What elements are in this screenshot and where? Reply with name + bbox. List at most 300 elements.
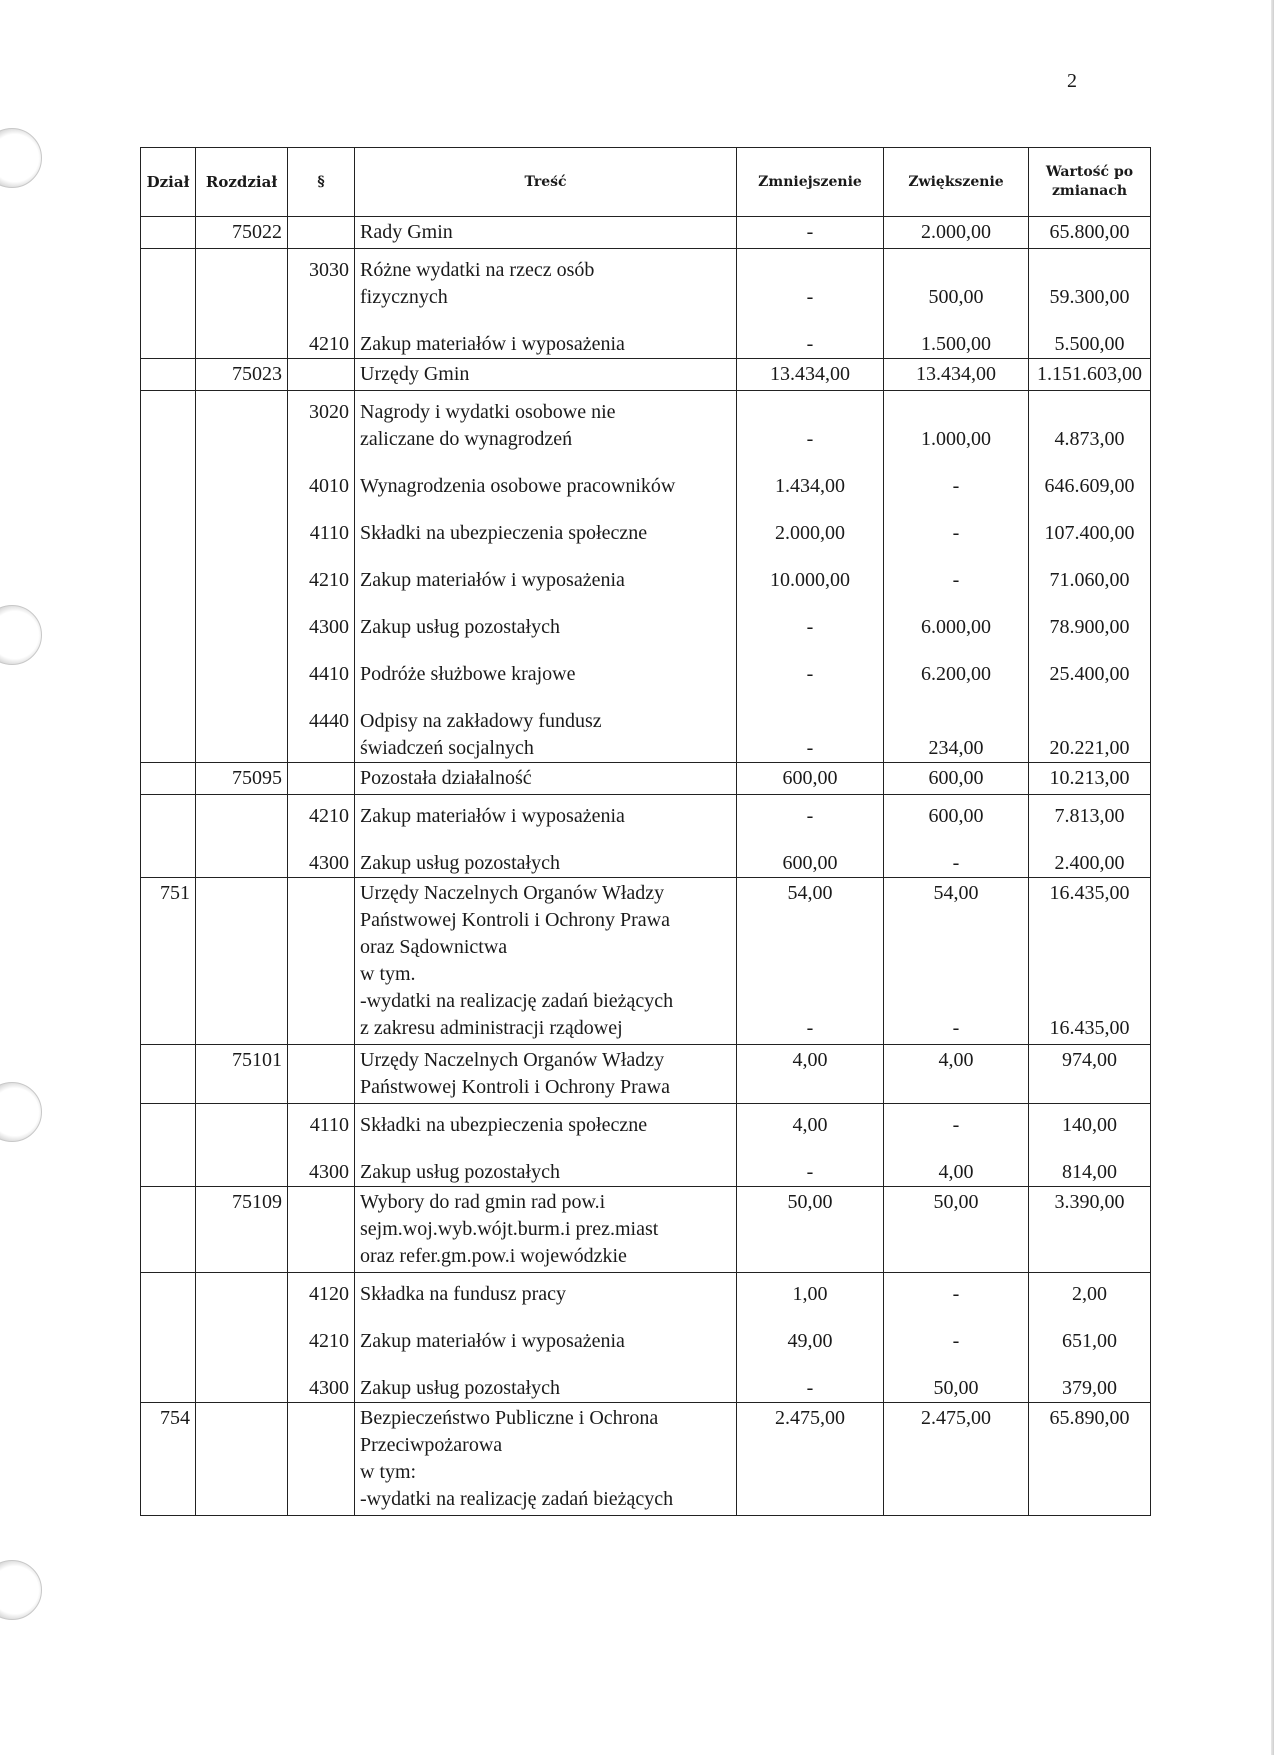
cell-paragraf <box>288 795 355 878</box>
cell-paragraf <box>288 359 355 391</box>
item-paragraf: 4010 <box>309 475 349 497</box>
cell-tresc <box>355 1045 737 1104</box>
tresc-line: Składki na ubezpieczenia społeczne <box>360 522 648 544</box>
amount: 4.873,00 <box>1054 428 1125 450</box>
tresc-line: Wynagrodzenia osobowe pracowników <box>360 475 676 497</box>
cell-war <box>1029 1104 1151 1187</box>
cell-dzial <box>141 1187 196 1273</box>
amount: 10.213,00 <box>1049 767 1130 789</box>
amount: 10.000,00 <box>770 569 850 591</box>
item-paragraf-block <box>293 1159 349 1186</box>
cell-dzial <box>141 1273 196 1403</box>
amount: - <box>806 428 814 450</box>
item-amount-block <box>889 520 1023 547</box>
cell-tresc <box>355 1187 737 1273</box>
item-amount-block <box>742 399 878 453</box>
spacer <box>293 284 349 311</box>
cell-rozdzial <box>196 1104 288 1187</box>
item-amount-block <box>742 331 878 358</box>
amount: 234,00 <box>928 737 984 759</box>
item-amount-block <box>742 850 878 877</box>
cell-paragraf <box>288 391 355 763</box>
amount: 25.400,00 <box>1049 663 1130 685</box>
item-paragraf-block <box>293 399 349 453</box>
amount: 1.500,00 <box>921 333 991 355</box>
cell-zwi <box>884 795 1029 878</box>
amount: 78.900,00 <box>1049 616 1130 638</box>
item-amount-block <box>1034 1375 1145 1402</box>
cell-zwi <box>884 763 1029 795</box>
item-tresc-block <box>360 520 731 547</box>
spacer <box>889 961 1023 988</box>
table-row-section <box>141 359 1151 391</box>
header-dzial: Dział <box>141 148 196 217</box>
cell-dzial <box>141 391 196 763</box>
cell-zmn <box>737 359 884 391</box>
cell-paragraf <box>288 1187 355 1273</box>
amount: 65.890,00 <box>1049 1407 1130 1429</box>
amount-sub: 16.435,00 <box>1049 1017 1130 1039</box>
item-tresc-block <box>360 661 731 688</box>
item-paragraf: 4210 <box>309 1330 349 1352</box>
tresc-line: Zakup usług pozostałych <box>360 1161 560 1183</box>
item-amount-block <box>1034 1112 1145 1139</box>
cell-war <box>1029 1187 1151 1273</box>
spacer <box>742 399 878 426</box>
item-paragraf-block <box>293 473 349 500</box>
cell-tresc <box>355 795 737 878</box>
amount: 2.000,00 <box>921 221 991 243</box>
tresc-line: Państwowej Kontroli i Ochrony Prawa <box>360 909 670 931</box>
amount: 50,00 <box>933 1377 979 1399</box>
spacer <box>742 907 878 934</box>
amount: 1,00 <box>792 1283 828 1305</box>
amount: 13.434,00 <box>770 363 850 385</box>
item-amount-block <box>742 257 878 311</box>
cell-tresc <box>355 391 737 763</box>
item-amount-block <box>742 1281 878 1308</box>
tresc-line: świadczeń socjalnych <box>360 737 534 759</box>
item-amount-block <box>889 567 1023 594</box>
table-row-section <box>141 1187 1151 1273</box>
item-amount-block <box>889 661 1023 688</box>
amount: 54,00 <box>787 882 833 904</box>
cell-dzial <box>141 1045 196 1104</box>
item-amount-block <box>889 1281 1023 1308</box>
tresc-line: oraz Sądownictwa <box>360 936 508 958</box>
tresc-line: -wydatki na realizację zadań bieżących <box>360 990 674 1012</box>
cell-zmn <box>737 249 884 359</box>
cell-zwi <box>884 1187 1029 1273</box>
item-paragraf: 4300 <box>309 1377 349 1399</box>
item-amount-block <box>889 331 1023 358</box>
amount: 140,00 <box>1062 1114 1117 1136</box>
tresc-line: Zakup usług pozostałych <box>360 1377 560 1399</box>
cell-war <box>1029 1403 1151 1516</box>
cell-rozdzial: 75023 <box>196 359 288 391</box>
cell-tresc <box>355 1273 737 1403</box>
item-paragraf-block <box>293 850 349 877</box>
cell-zmn <box>737 1187 884 1273</box>
item-amount-block <box>742 661 878 688</box>
item-amount-block <box>742 708 878 762</box>
table-row-section <box>141 878 1151 1045</box>
amount: - <box>952 1114 960 1136</box>
table-row-section <box>141 1045 1151 1104</box>
item-paragraf-block <box>293 1281 349 1308</box>
cell-zwi <box>884 878 1029 1045</box>
spacer <box>889 399 1023 426</box>
cell-dzial <box>141 1104 196 1187</box>
cell-tresc <box>355 1104 737 1187</box>
tresc-line: oraz refer.gm.pow.i wojewódzkie <box>360 1245 627 1267</box>
item-amount-block <box>742 1328 878 1355</box>
item-amount-block <box>742 614 878 641</box>
item-amount-block <box>889 473 1023 500</box>
item-paragraf-block <box>293 614 349 641</box>
item-amount-block <box>1034 473 1145 500</box>
spacer <box>293 735 349 762</box>
header-tresc: Treść <box>355 148 737 217</box>
amount-sub: - <box>806 1017 814 1039</box>
cell-dzial <box>141 359 196 391</box>
tresc-line: Wybory do rad gmin rad pow.i <box>360 1191 606 1213</box>
item-paragraf: 4110 <box>309 1114 349 1136</box>
amount: 59.300,00 <box>1049 286 1130 308</box>
cell-zwi <box>884 1045 1029 1104</box>
tresc-line: Urzędy Naczelnych Organów Władzy <box>360 882 665 904</box>
cell-rozdzial: 75022 <box>196 217 288 249</box>
cell-zwi <box>884 1104 1029 1187</box>
amount: 600,00 <box>782 767 838 789</box>
spacer <box>889 934 1023 961</box>
amount: 13.434,00 <box>916 363 996 385</box>
punch-hole <box>0 1560 42 1620</box>
item-amount-block <box>889 614 1023 641</box>
cell-zmn <box>737 1045 884 1104</box>
tresc-line: w tym. <box>360 963 416 985</box>
item-amount-block <box>742 520 878 547</box>
amount: 5.500,00 <box>1054 333 1125 355</box>
cell-zwi <box>884 1403 1029 1516</box>
amount: 600,00 <box>928 767 984 789</box>
item-tresc-block <box>360 1281 731 1308</box>
tresc-line: Zakup usług pozostałych <box>360 616 560 638</box>
amount: 7.813,00 <box>1054 805 1125 827</box>
spacer <box>889 708 1023 735</box>
header-zmniejszenie: Zmniejszenie <box>737 148 884 217</box>
item-amount-block <box>742 1159 878 1186</box>
amount: - <box>806 286 814 308</box>
amount: 500,00 <box>928 286 984 308</box>
tresc-line: sejm.woj.wyb.wójt.burm.i prez.miast <box>360 1218 659 1240</box>
cell-dzial <box>141 763 196 795</box>
amount: 651,00 <box>1062 1330 1117 1352</box>
cell-tresc <box>355 217 737 249</box>
amount: 1.434,00 <box>775 475 845 497</box>
amount: 2.000,00 <box>775 522 845 544</box>
tresc-line: Nagrody i wydatki osobowe nie <box>360 401 616 423</box>
amount: 4,00 <box>792 1049 828 1071</box>
amount: 1.151.603,00 <box>1037 363 1142 385</box>
amount: - <box>806 1161 814 1183</box>
amount: 4,00 <box>938 1161 974 1183</box>
tresc-line: Różne wydatki na rzecz osób <box>360 259 595 281</box>
cell-dzial: 754 <box>141 1403 196 1516</box>
item-amount-block <box>742 473 878 500</box>
cell-paragraf <box>288 878 355 1045</box>
item-paragraf-block <box>293 803 349 830</box>
item-tresc-block <box>360 1112 731 1139</box>
cell-paragraf <box>288 1403 355 1516</box>
cell-rozdzial: 75109 <box>196 1187 288 1273</box>
item-paragraf: 4210 <box>309 333 349 355</box>
item-paragraf: 4410 <box>309 663 349 685</box>
tresc-line: Urzędy Naczelnych Organów Władzy <box>360 1049 665 1071</box>
tresc-line: Zakup materiałów i wyposażenia <box>360 333 625 355</box>
amount: - <box>806 221 814 243</box>
amount: 54,00 <box>933 882 979 904</box>
tresc-line: Zakup materiałów i wyposażenia <box>360 1330 625 1352</box>
header-wartosc: Wartość po zmianach <box>1029 148 1151 217</box>
cell-rozdzial <box>196 391 288 763</box>
cell-paragraf <box>288 763 355 795</box>
amount: - <box>952 852 960 874</box>
punch-hole <box>0 605 42 665</box>
spacer <box>293 426 349 453</box>
item-paragraf: 4300 <box>309 852 349 874</box>
cell-tresc <box>355 878 737 1045</box>
amount: 600,00 <box>782 852 838 874</box>
amount: - <box>952 569 960 591</box>
item-paragraf: 4300 <box>309 616 349 638</box>
cell-rozdzial <box>196 1273 288 1403</box>
cell-zmn <box>737 795 884 878</box>
cell-paragraf <box>288 217 355 249</box>
cell-rozdzial: 75101 <box>196 1045 288 1104</box>
item-paragraf-block <box>293 1328 349 1355</box>
amount: 49,00 <box>787 1330 833 1352</box>
cell-war <box>1029 249 1151 359</box>
tresc-line: Zakup materiałów i wyposażenia <box>360 805 625 827</box>
item-tresc-block <box>360 614 731 641</box>
item-paragraf: 4440 <box>309 710 349 732</box>
amount-sub: - <box>952 1017 960 1039</box>
item-paragraf-block <box>293 708 349 762</box>
spacer <box>742 257 878 284</box>
amount: 3.390,00 <box>1054 1191 1125 1213</box>
table-body <box>141 217 1151 1516</box>
amount: 2.400,00 <box>1054 852 1125 874</box>
cell-paragraf <box>288 1273 355 1403</box>
amount: 16.435,00 <box>1049 882 1130 904</box>
cell-rozdzial <box>196 878 288 1045</box>
cell-war <box>1029 763 1151 795</box>
item-amount-block <box>1034 661 1145 688</box>
item-amount-block <box>889 257 1023 311</box>
cell-war <box>1029 391 1151 763</box>
table-row-items <box>141 249 1151 359</box>
spacer <box>742 708 878 735</box>
spacer <box>742 934 878 961</box>
item-amount-block <box>1034 1328 1145 1355</box>
cell-dzial <box>141 795 196 878</box>
amount: 20.221,00 <box>1049 737 1130 759</box>
amount: 814,00 <box>1062 1161 1117 1183</box>
item-amount-block <box>889 1328 1023 1355</box>
amount: 6.000,00 <box>921 616 991 638</box>
cell-zmn <box>737 1403 884 1516</box>
cell-rozdzial: 75095 <box>196 763 288 795</box>
amount: 1.000,00 <box>921 428 991 450</box>
item-paragraf: 4210 <box>309 805 349 827</box>
amount: 2.475,00 <box>775 1407 845 1429</box>
item-tresc-block <box>360 803 731 830</box>
amount: 2,00 <box>1072 1283 1107 1305</box>
tresc-line: z zakresu administracji rządowej <box>360 1017 623 1039</box>
item-amount-block <box>1034 520 1145 547</box>
item-paragraf-block <box>293 1112 349 1139</box>
table-header-row <box>141 148 1151 217</box>
spacer <box>889 988 1023 1015</box>
cell-zwi <box>884 1273 1029 1403</box>
tresc-line: Bezpieczeństwo Publiczne i Ochrona <box>360 1407 659 1429</box>
spacer <box>1034 907 1145 934</box>
header-zwiekszenie: Zwiększenie <box>884 148 1029 217</box>
amount: 71.060,00 <box>1049 569 1130 591</box>
item-amount-block <box>742 567 878 594</box>
item-paragraf-block <box>293 1375 349 1402</box>
cell-tresc <box>355 249 737 359</box>
cell-zwi <box>884 391 1029 763</box>
cell-tresc <box>355 359 737 391</box>
spacer <box>1034 934 1145 961</box>
header-paragraf: § <box>288 148 355 217</box>
tresc-line: Rady Gmin <box>360 221 453 243</box>
tresc-line: Składki na ubezpieczenia społeczne <box>360 1114 648 1136</box>
cell-rozdzial <box>196 249 288 359</box>
cell-war <box>1029 878 1151 1045</box>
spacer <box>889 907 1023 934</box>
cell-tresc <box>355 763 737 795</box>
header-rozdzial: Rozdział <box>196 148 288 217</box>
cell-paragraf <box>288 1045 355 1104</box>
table-row-section <box>141 1403 1151 1516</box>
item-paragraf: 3020 <box>309 401 349 423</box>
cell-zmn <box>737 1104 884 1187</box>
item-amount-block <box>1034 399 1145 453</box>
item-amount-block <box>1034 1281 1145 1308</box>
cell-tresc <box>355 1403 737 1516</box>
table-row-items <box>141 1104 1151 1187</box>
item-tresc-block <box>360 331 731 358</box>
tresc-line: Podróże służbowe krajowe <box>360 663 576 685</box>
cell-zmn <box>737 878 884 1045</box>
cell-rozdzial <box>196 1403 288 1516</box>
item-amount-block <box>1034 708 1145 762</box>
item-paragraf: 4210 <box>309 569 349 591</box>
amount: 379,00 <box>1062 1377 1117 1399</box>
tresc-line: Pozostała działalność <box>360 767 532 789</box>
item-tresc-block <box>360 1375 731 1402</box>
tresc-line: Urzędy Gmin <box>360 363 470 385</box>
cell-dzial <box>141 217 196 249</box>
item-amount-block <box>889 1159 1023 1186</box>
spacer <box>1034 988 1145 1015</box>
cell-war <box>1029 217 1151 249</box>
tresc-line: Państwowej Kontroli i Ochrony Prawa <box>360 1076 670 1098</box>
cell-dzial <box>141 249 196 359</box>
item-amount-block <box>1034 257 1145 311</box>
amount: 50,00 <box>787 1191 833 1213</box>
table-row-items <box>141 795 1151 878</box>
tresc-line: Składka na fundusz pracy <box>360 1283 567 1305</box>
item-paragraf-block <box>293 567 349 594</box>
amount: - <box>806 616 814 638</box>
item-amount-block <box>889 399 1023 453</box>
spacer <box>742 988 878 1015</box>
amount: - <box>952 1283 960 1305</box>
tresc-line: Zakup usług pozostałych <box>360 852 560 874</box>
item-paragraf: 3030 <box>309 259 349 281</box>
item-amount-block <box>1034 331 1145 358</box>
item-amount-block <box>889 1375 1023 1402</box>
amount: - <box>952 475 960 497</box>
item-paragraf-block <box>293 257 349 311</box>
page-number: 2 <box>1067 70 1077 92</box>
table-row-items <box>141 391 1151 763</box>
cell-paragraf <box>288 1104 355 1187</box>
item-amount-block <box>1034 567 1145 594</box>
amount: 107.400,00 <box>1044 522 1135 544</box>
tresc-line: w tym: <box>360 1461 417 1483</box>
amount: - <box>806 737 814 759</box>
item-amount-block <box>1034 1159 1145 1186</box>
spacer <box>889 257 1023 284</box>
tresc-line: zaliczane do wynagrodzeń <box>360 428 573 450</box>
item-amount-block <box>889 1112 1023 1139</box>
item-tresc-block <box>360 850 731 877</box>
tresc-line: Odpisy na zakładowy fundusz <box>360 710 602 732</box>
item-paragraf-block <box>293 331 349 358</box>
table-row-section <box>141 217 1151 249</box>
item-amount-block <box>889 803 1023 830</box>
amount: 6.200,00 <box>921 663 991 685</box>
item-amount-block <box>889 708 1023 762</box>
cell-zmn <box>737 763 884 795</box>
item-amount-block <box>1034 803 1145 830</box>
cell-zwi <box>884 249 1029 359</box>
spacer <box>1034 399 1145 426</box>
amount: 4,00 <box>938 1049 974 1071</box>
cell-zmn <box>737 217 884 249</box>
punch-hole <box>0 1082 42 1142</box>
table-row-section <box>141 763 1151 795</box>
punch-hole <box>0 128 42 188</box>
spacer <box>1034 708 1145 735</box>
cell-zmn <box>737 391 884 763</box>
item-amount-block <box>742 803 878 830</box>
item-amount-block <box>1034 850 1145 877</box>
cell-zmn <box>737 1273 884 1403</box>
item-tresc-block <box>360 1159 731 1186</box>
item-tresc-block <box>360 567 731 594</box>
cell-war <box>1029 359 1151 391</box>
amount: - <box>952 522 960 544</box>
amount: 65.800,00 <box>1049 221 1130 243</box>
item-amount-block <box>742 1375 878 1402</box>
item-paragraf-block <box>293 520 349 547</box>
